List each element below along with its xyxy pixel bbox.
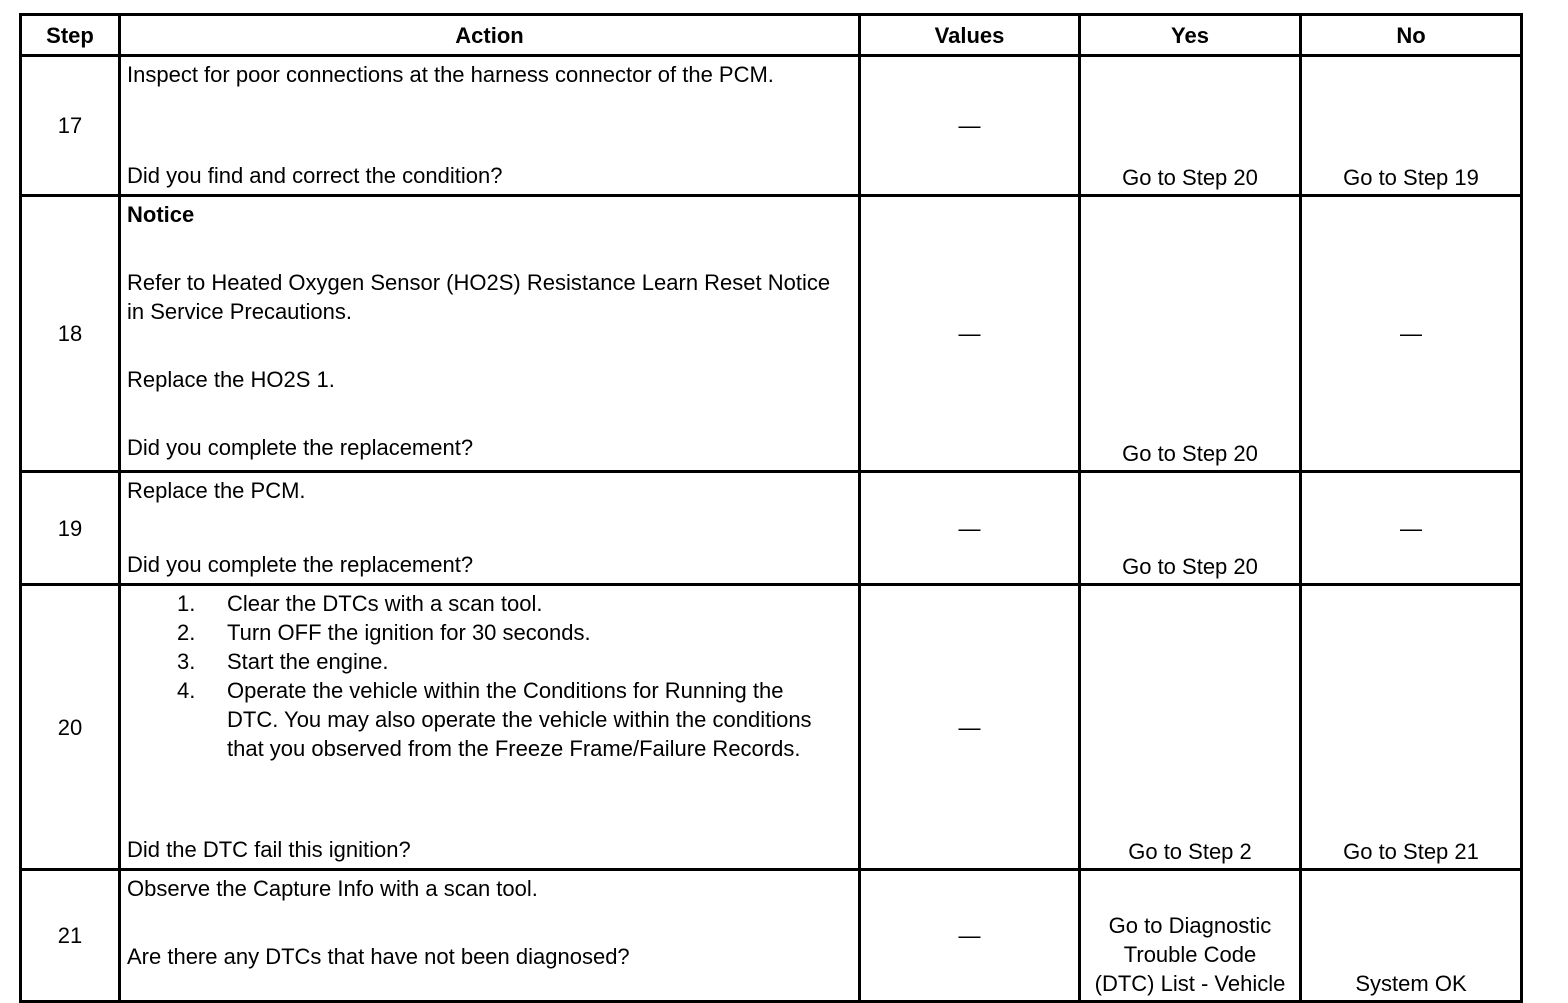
table-row — [21, 870, 1522, 1002]
list-item — [177, 589, 852, 618]
no-cell: — — [1301, 472, 1522, 585]
list-item-number: 4. — [177, 678, 196, 703]
table-row — [21, 585, 1522, 870]
action-text: Replace the PCM. — [127, 478, 306, 503]
action-cell — [120, 870, 860, 1002]
action-text: Observe the Capture Info with a scan tool. — [127, 876, 538, 901]
yes-cell: Go to Step 20 — [1080, 472, 1301, 585]
list-item — [177, 618, 852, 647]
header-values: Values — [860, 15, 1080, 56]
action-cell — [120, 196, 860, 472]
values-cell: — — [860, 196, 1080, 472]
list-item-text: Start the engine. — [227, 649, 389, 674]
no-cell: Go to Step 19 — [1301, 56, 1522, 196]
yes-cell: Go to Diagnostic Trouble Code (DTC) List - Vehicle — [1080, 870, 1301, 1002]
step-number: 18 — [21, 196, 120, 472]
header-action: Action — [120, 15, 860, 56]
action-question: Did you find and correct the condition? — [127, 163, 503, 188]
header-step: Step — [21, 15, 120, 56]
values-cell: — — [860, 585, 1080, 870]
step-number: 21 — [21, 870, 120, 1002]
diagnostic-table — [19, 13, 1523, 1003]
table-row — [21, 56, 1522, 196]
action-question: Are there any DTCs that have not been diagnosed? — [127, 944, 630, 969]
yes-cell: Go to Step 20 — [1080, 196, 1301, 472]
action-text: Inspect for poor connections at the harness connector of the PCM. — [127, 62, 774, 87]
list-item-number: 2. — [177, 620, 196, 645]
list-item — [177, 647, 852, 676]
list-item-number: 1. — [177, 591, 196, 616]
action-cell — [120, 56, 860, 196]
action-cell — [120, 472, 860, 585]
no-cell: System OK — [1301, 870, 1522, 1002]
list-item-number: 3. — [177, 649, 196, 674]
table-row — [21, 196, 1522, 472]
action-cell — [120, 585, 860, 870]
table-row — [21, 472, 1522, 585]
values-cell: — — [860, 472, 1080, 585]
values-cell: — — [860, 870, 1080, 1002]
header-row — [21, 15, 1522, 56]
notice-text: Refer to Heated Oxygen Sensor (HO2S) Resistance Learn Reset Notice in Service Precautions. — [127, 270, 831, 324]
action-question: Did the DTC fail this ignition? — [127, 837, 411, 862]
yes-cell: Go to Step 20 — [1080, 56, 1301, 196]
list-item-text: Clear the DTCs with a scan tool. — [227, 591, 543, 616]
action-question: Did you complete the replacement? — [127, 435, 474, 460]
list-item-text: Operate the vehicle within the Conditions for Running the DTC. You may also operate the vehicle within the conditions that you observed from the Freeze Frame/Failure Records. — [227, 678, 812, 761]
list-item — [177, 676, 852, 763]
step-number: 19 — [21, 472, 120, 585]
step-number: 20 — [21, 585, 120, 870]
yes-cell: Go to Step 2 — [1080, 585, 1301, 870]
list-item-text: Turn OFF the ignition for 30 seconds. — [227, 620, 591, 645]
no-cell: Go to Step 21 — [1301, 585, 1522, 870]
header-yes: Yes — [1080, 15, 1301, 56]
no-cell: — — [1301, 196, 1522, 472]
notice-title: Notice — [127, 202, 195, 227]
action-question: Did you complete the replacement? — [127, 552, 474, 577]
header-no: No — [1301, 15, 1522, 56]
step-number: 17 — [21, 56, 120, 196]
procedure-list — [127, 589, 852, 763]
action-text: Replace the HO2S 1. — [127, 367, 335, 392]
values-cell: — — [860, 56, 1080, 196]
